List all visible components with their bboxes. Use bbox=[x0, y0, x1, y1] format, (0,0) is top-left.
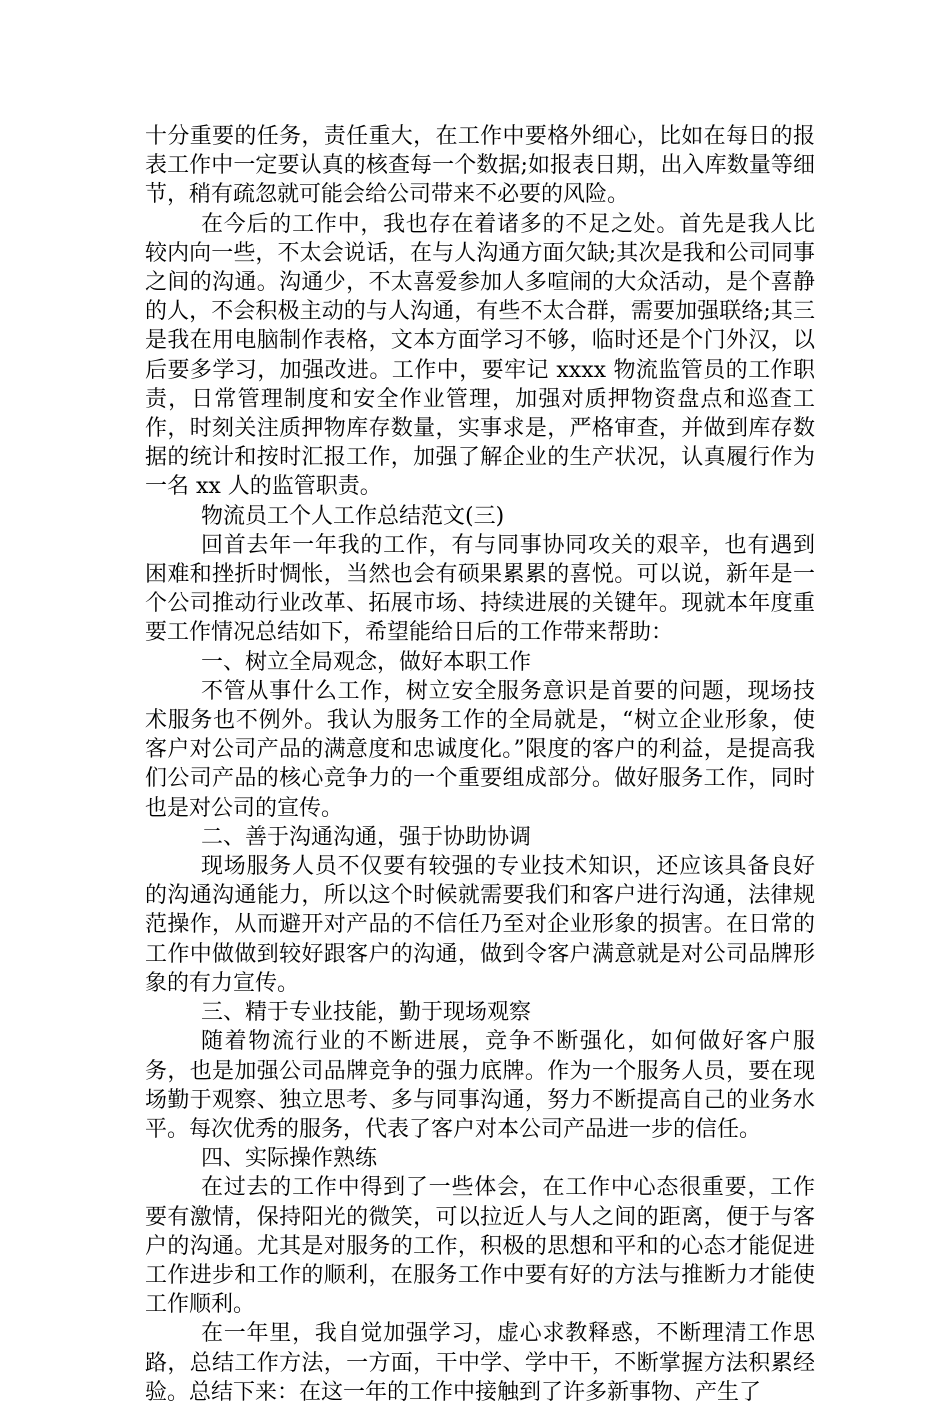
paragraph: 在一年里，我自觉加强学习，虚心求教释惑，不断理清工作思路，总结工作方法，一方面，干中学、学中干，不断掌握方法积累经验。总结下来：在这一年的工作中接触到了许多新事物、产生了 bbox=[145, 1321, 815, 1405]
paragraph: 十分重要的任务，责任重大，在工作中要格外细心，比如在每日的报表工作中一定要认真的核查每一个数据;如报表日期，出入库数量等细节，稍有疏忽就可能会给公司带来不必要的风险。 bbox=[145, 124, 815, 208]
paragraph: 随着物流行业的不断进展，竞争不断强化，如何做好客户服务，也是加强公司品牌竞争的强力底牌。作为一个服务人员，要在现场勤于观察、独立思考、多与同事沟通，努力不断提高自己的业务水平。每次优秀的服务，代表了客户对本公司产品进一步的信任。 bbox=[145, 1029, 815, 1142]
paragraph: 回首去年一年我的工作，有与同事协同攻关的艰辛，也有遇到困难和挫折时惆怅，当然也会有硕果累累的喜悦。可以说，新年是一个公司推动行业改革、拓展市场、持续进展的关键年。现就本年度重要工作情况总结如下，希望能给日后的工作带来帮助： bbox=[145, 532, 815, 646]
section-heading: 三、精于专业技能，勤于现场观察 bbox=[201, 1000, 532, 1026]
paragraph: 在今后的工作中，我也存在着诸多的不足之处。首先是我人比较内向一些，不太会说话，在与人沟通方面欠缺;其次是我和公司同事之间的沟通。沟通少，不太喜爱参加人多喧闹的大众活动，是个喜静的人，不会积极主动的与人沟通，有些不太合群，需要加强联络;其三是我在用电脑制作表格，文本方面学习不够，临时还是个门外汉，以后要多学习，加强改进。工作中，要牢记 xxxx 物流监管员的工作职责，日常管理制度和安全作业管理，加强对质押物资盘点和巡查工作，时刻关注质押物库存数量，实事求是，严格审查，并做到库存数据的统计和按时汇报工作，加强了解企业的生产状况，认真履行作为一名 xx 人的监管职责。 bbox=[145, 211, 815, 500]
paragraph: 现场服务人员不仅要有较强的专业技术知识，还应该具备良好的沟通沟通能力，所以这个时候就需要我们和客户进行沟通，法律规范操作，从而避开对产品的不信任乃至对企业形象的损害。在日常的工作中做做到较好跟客户的沟通，做到令客户满意就是对公司品牌形象的有力宣传。 bbox=[145, 854, 815, 996]
paragraph: 不管从事什么工作，树立安全服务意识是首要的问题，现场技术服务也不例外。我认为服务工作的全局就是，“树立企业形象，使客户对公司产品的满意度和忠诚度化。”限度的客户的利益，是提高我们公司产品的核心竞争力的一个重要组成部分。做好服务工作，同时也是对公司的宣传。 bbox=[145, 678, 815, 821]
section-heading: 一、树立全局观念，做好本职工作 bbox=[201, 649, 532, 675]
document-body bbox=[145, 122, 815, 1407]
section-heading: 四、实际操作熟练 bbox=[201, 1146, 378, 1172]
paragraph: 在过去的工作中得到了一些体会，在工作中心态很重要，工作要有激情，保持阳光的微笑，可以拉近人与人之间的距离，便于与客户的沟通。尤其是对服务的工作，积极的思想和平和的心态才能促进工作进步和工作的顺利，在服务工作中要有好的方法与推断力才能使工作顺利。 bbox=[145, 1175, 815, 1318]
section-heading: 二、善于沟通沟通，强于协助协调 bbox=[201, 824, 532, 850]
section-title: 物流员工个人工作总结范文(三) bbox=[201, 503, 505, 529]
